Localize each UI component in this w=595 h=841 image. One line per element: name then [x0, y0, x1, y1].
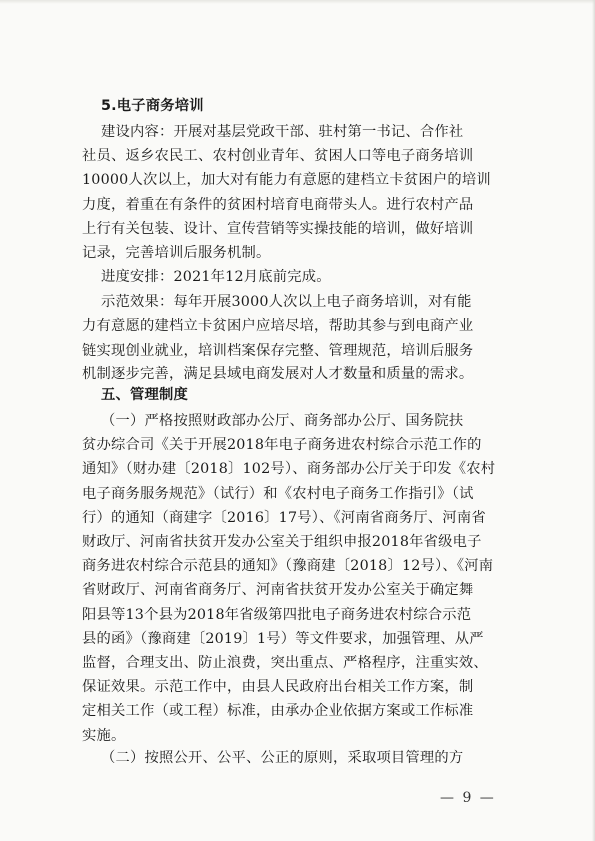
item1-line-8: 省财政厅、河南省商务厅、河南省扶贫开发办公室关于确定舞 [82, 582, 474, 598]
effect-line-1: 示范效果：每年开展3000人次以上电子商务培训，对有能 [101, 294, 472, 310]
item1-line-4: 电子商务服务规范》（试行）和《农村电子商务工作指引》（试 [82, 486, 474, 502]
schedule-line: 进度安排：2021年12月底前完成。 [101, 269, 331, 285]
content-line-1: 建设内容：开展对基层党政干部、驻村第一书记、合作社 [101, 124, 464, 140]
item1-line-2: 贫办综合司《关于开展2018年电子商务进农村综合示范工作的 [82, 437, 482, 453]
item1-line-3: 通知》（财办建〔2018〕102号）、商务部办公厅关于印发《农村 [82, 461, 496, 477]
section-five-heading: 五、管理制度 [101, 387, 188, 403]
item2-line-1: （二）按照公开、公平、公正的原则，采取项目管理的方 [101, 750, 464, 766]
item1-line-12: 保证效果。示范工作中，由县人民政府出台相关工作方案，制 [82, 679, 474, 695]
item1-line-13: 定相关工作（或工程）标准，由承办企业依据方案或工作标准 [82, 703, 474, 719]
effect-line-2: 力有意愿的建档立卡贫困户应培尽培，帮助其参与到电商产业 [82, 318, 474, 334]
effect-line-4: 机制逐步完善，满足县域电商发展对人才数量和质量的需求。 [82, 366, 474, 382]
page-number: — 9 — [440, 790, 496, 806]
item1-line-6: 财政厅、河南省扶贫开发办公室关于组织申报2018年省级电子 [82, 534, 482, 550]
content-line-2: 社员、返乡农民工、农村创业青年、贫困人口等电子商务培训 [82, 148, 474, 164]
item1-line-11: 监督，合理支出、防止浪费，突出重点、严格程序，注重实效、 [82, 655, 488, 671]
content-line-6: 记录，完善培训后服务机制。 [82, 245, 271, 261]
scan-shadow-top [0, 0, 595, 4]
item1-line-14: 实施。 [82, 728, 126, 744]
item1-line-7: 商务进农村综合示范县的通知》（豫商建〔2018〕12号）、《河南 [82, 558, 494, 574]
item1-line-10: 县的函》（豫商建〔2019〕1号）等文件要求，加强管理、从严 [82, 631, 484, 647]
content-line-5: 上行有关包装、设计、宣传营销等实操技能的培训，做好培训 [82, 221, 474, 237]
effect-line-3: 链实现创业就业，培训档案保存完整、管理规范，培训后服务 [82, 343, 474, 359]
content-line-3: 10000人次以上，加大对有能力有意愿的建档立卡贫困户的培训 [82, 172, 491, 188]
item1-line-1: （一）严格按照财政部办公厅、商务部办公厅、国务院扶 [101, 413, 464, 429]
item1-line-5: 行）的通知（商建字〔2016〕17号）、《河南省商务厅、河南省 [82, 510, 486, 526]
item1-line-9: 阳县等13个县为2018年省级第四批电子商务进农村综合示范 [82, 607, 472, 623]
section-5-heading: 5.电子商务培训 [101, 98, 204, 114]
content-line-4: 力度，着重在有条件的贫困村培育电商带头人。进行农村产品 [82, 197, 474, 213]
